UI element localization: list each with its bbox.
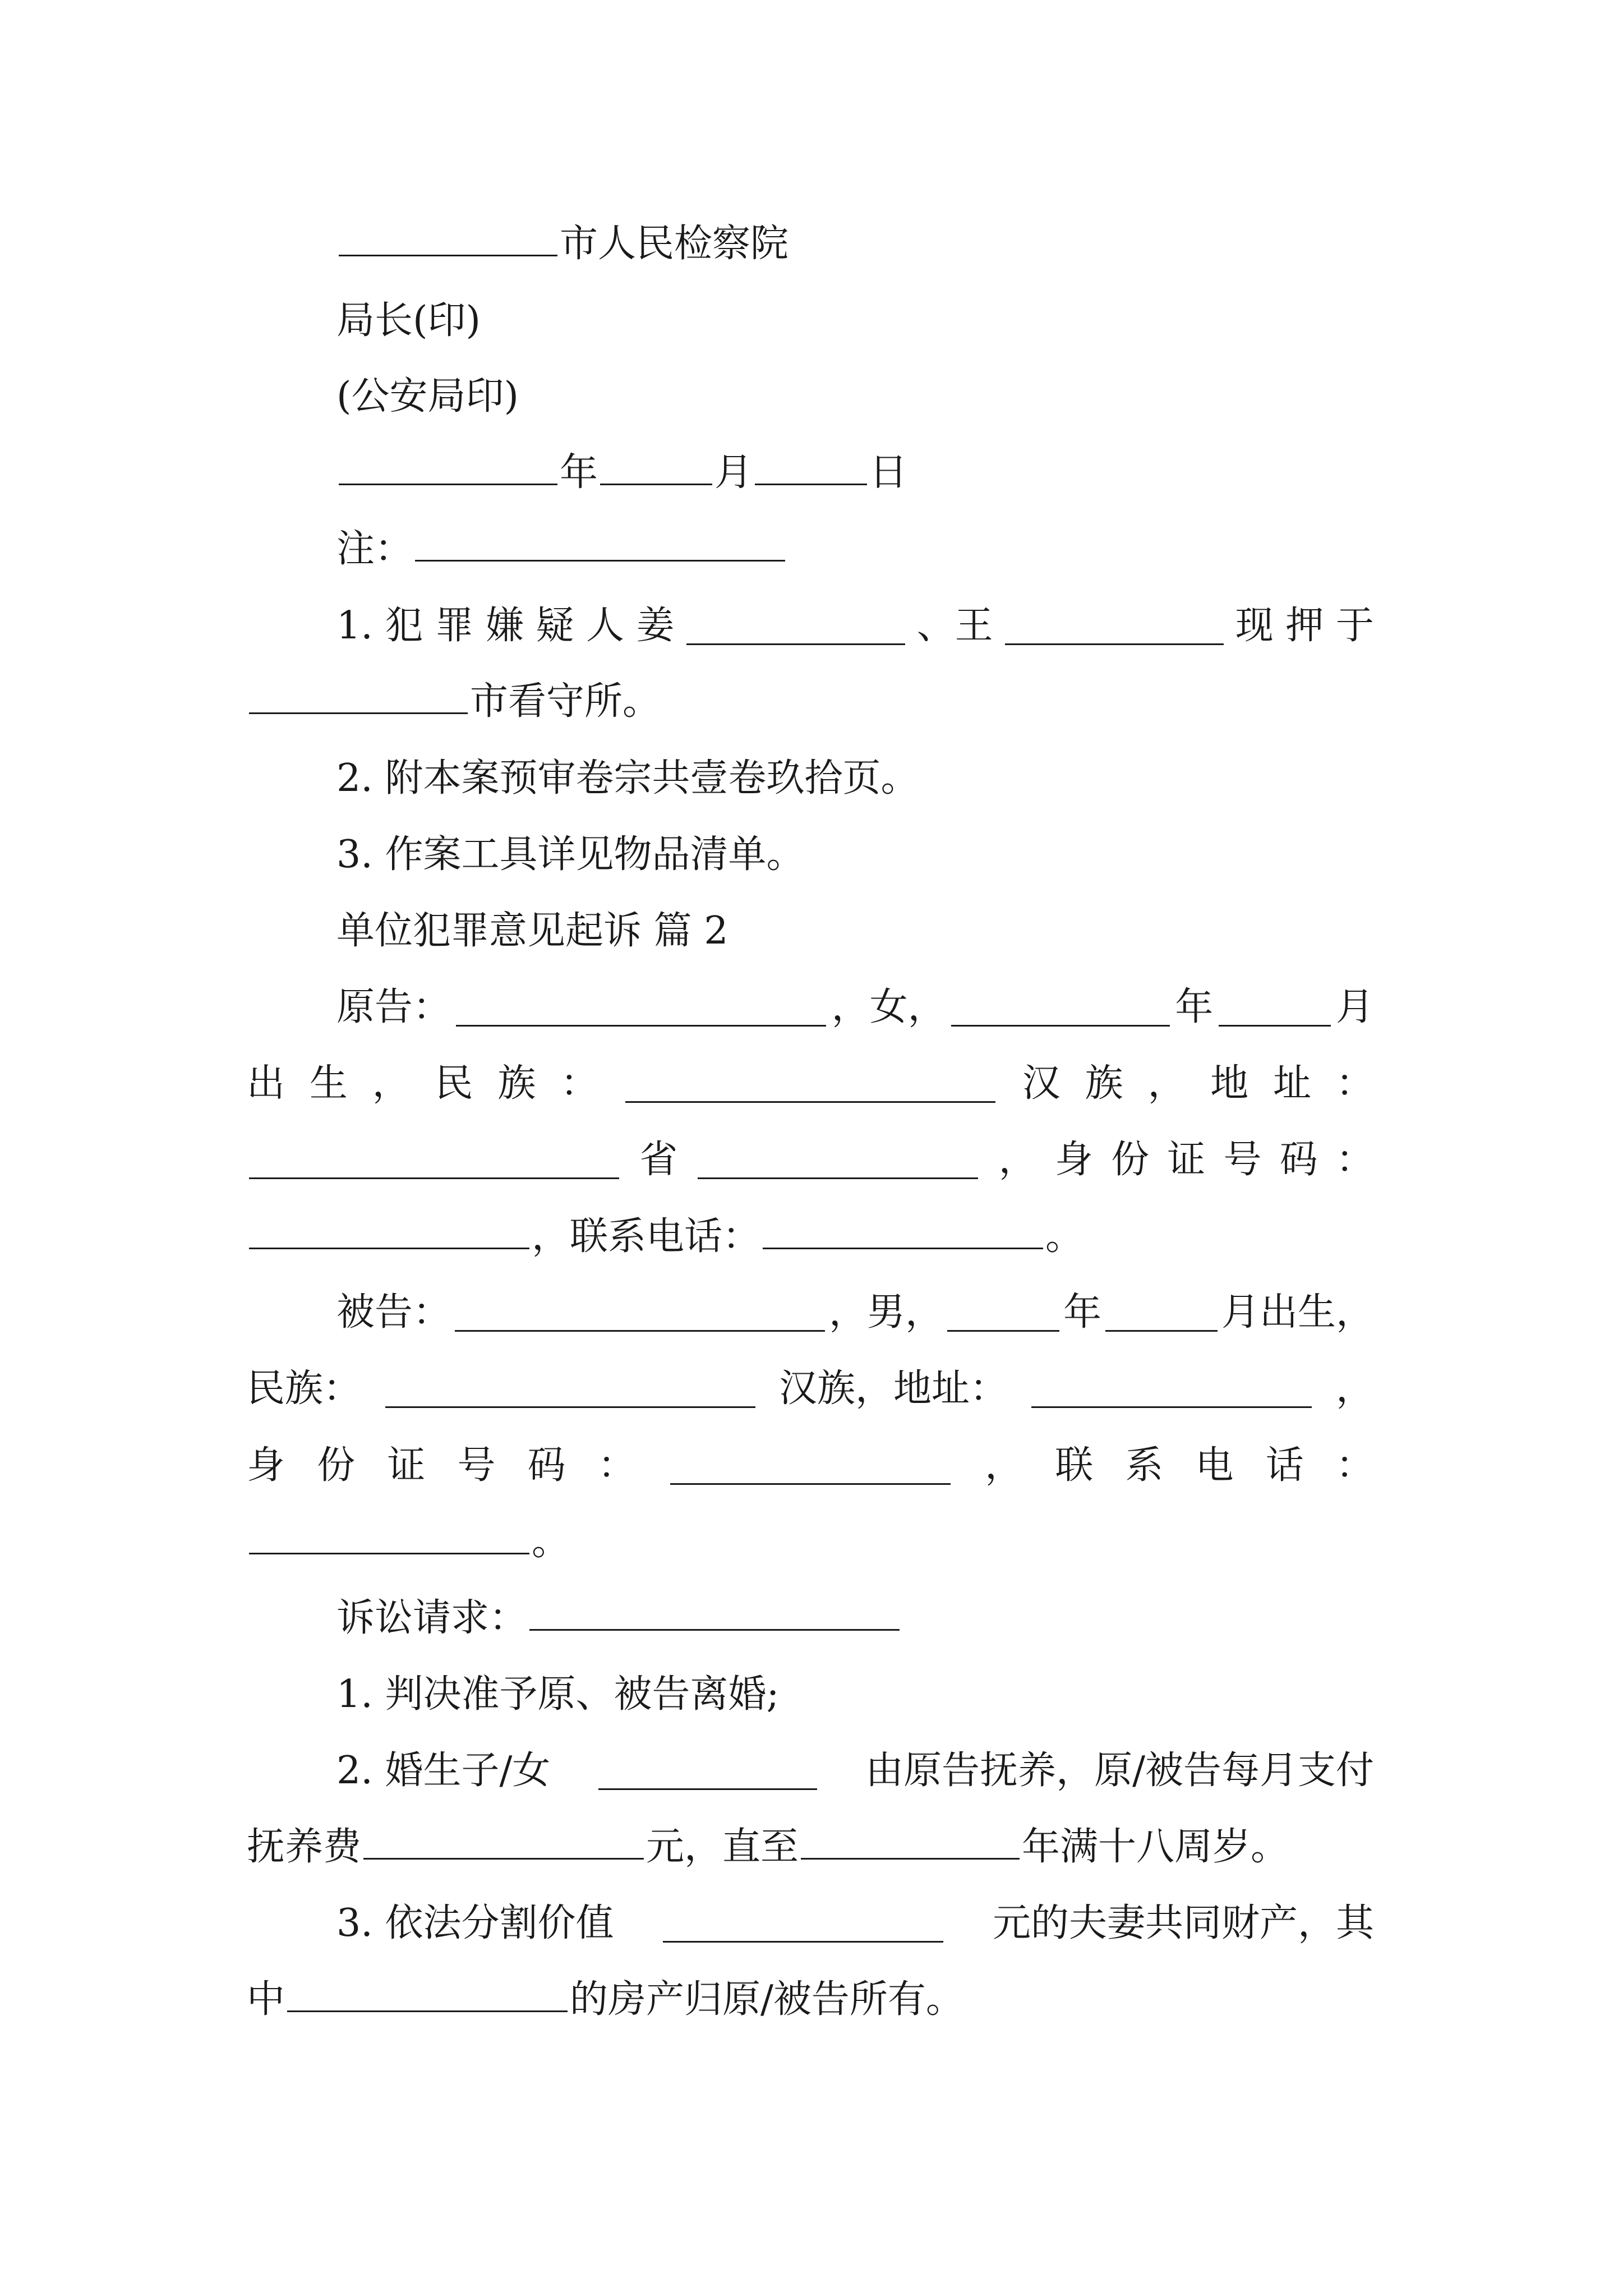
blank-field [455, 1294, 825, 1332]
blank-field [947, 1294, 1059, 1332]
blank-field [249, 1142, 619, 1179]
blank-field [598, 1752, 817, 1790]
note-label-line [336, 521, 1374, 577]
director-seal: 局长(印) [336, 298, 481, 343]
blank-field [385, 1370, 755, 1408]
note-label: 注： [336, 527, 413, 571]
claim-3-line-2: 中 的房产归原/被告所有。 [247, 1972, 1374, 2028]
date-line: 年 月 日 [336, 445, 1374, 501]
blank-field [249, 1212, 529, 1249]
blank-field [287, 1975, 568, 2012]
plaintiff-line-1: 原告： ，女， 年 月 [336, 985, 1374, 1029]
section-title: 单位犯罪意见起诉 篇 2 [336, 909, 728, 953]
blank-field [363, 1822, 644, 1860]
note-item-3: 3. 作案工具详见物品清单。 [336, 832, 805, 877]
procuratorate-line [336, 216, 1374, 272]
blank-field [763, 1212, 1043, 1249]
blank-field [415, 524, 785, 562]
blank-field [456, 989, 826, 1027]
note-item-1-cont: 市看守所。 [247, 674, 1374, 730]
procuratorate-text: 市人民检察院 [560, 222, 789, 266]
blank-field [339, 448, 557, 485]
blank-field [1105, 1294, 1218, 1332]
blank-field [686, 608, 905, 645]
blank-field [801, 1822, 1020, 1860]
blank-field [249, 1517, 529, 1554]
claims-label-line: 诉讼请求： [336, 1590, 1374, 1646]
defendant-line-2: 民族： 汉族，地址： ， [247, 1366, 1374, 1411]
plaintiff-line-3: 省 ， 身 份 证 号 码 ： [247, 1132, 1374, 1188]
defendant-line-4: 。 [247, 1514, 1374, 1570]
defendant-line-1: 被告： ，男， 年 月出生， [336, 1290, 1374, 1335]
blank-field [670, 1447, 951, 1485]
blank-field [698, 1142, 978, 1179]
blank-field [1219, 989, 1331, 1027]
note-item-1: 1. 犯 罪 嫌 疑 人 姜 、王 现 押 于 [336, 604, 1374, 648]
plaintiff-line-4: ，联系电话： 。 [247, 1209, 1374, 1265]
blank-field [339, 219, 557, 256]
blank-field [1005, 608, 1224, 645]
claim-1: 1. 判决准予原、被告离婚; [336, 1672, 780, 1717]
plaintiff-line-2: 出 生 ， 民 族 ： 汉 族 ， 地 址 ： [247, 1061, 1374, 1106]
blank-field [529, 1593, 900, 1631]
claim-2-line-2: 抚养费 元，直至 年满十八周岁。 [247, 1819, 1374, 1875]
blank-field [249, 677, 468, 714]
defendant-line-3: 身 份 证 号 码 ： ， 联 系 电 话 ： [247, 1443, 1374, 1488]
blank-field [755, 448, 867, 485]
claim-2-line-1: 2. 婚生子/女 由原告抚养，原/被告每月支付 [336, 1749, 1374, 1793]
blank-field [663, 1905, 943, 1943]
blank-field [600, 448, 712, 485]
claim-3-line-1: 3. 依法分割价值 元的夫妻共同财产，其 [336, 1901, 1374, 1945]
blank-field [625, 1065, 995, 1103]
blank-field [1031, 1370, 1312, 1408]
note-item-2: 2. 附本案预审卷宗共壹卷玖拾页。 [336, 756, 919, 800]
blank-field [951, 989, 1170, 1027]
bureau-seal: (公安局印) [336, 374, 519, 418]
